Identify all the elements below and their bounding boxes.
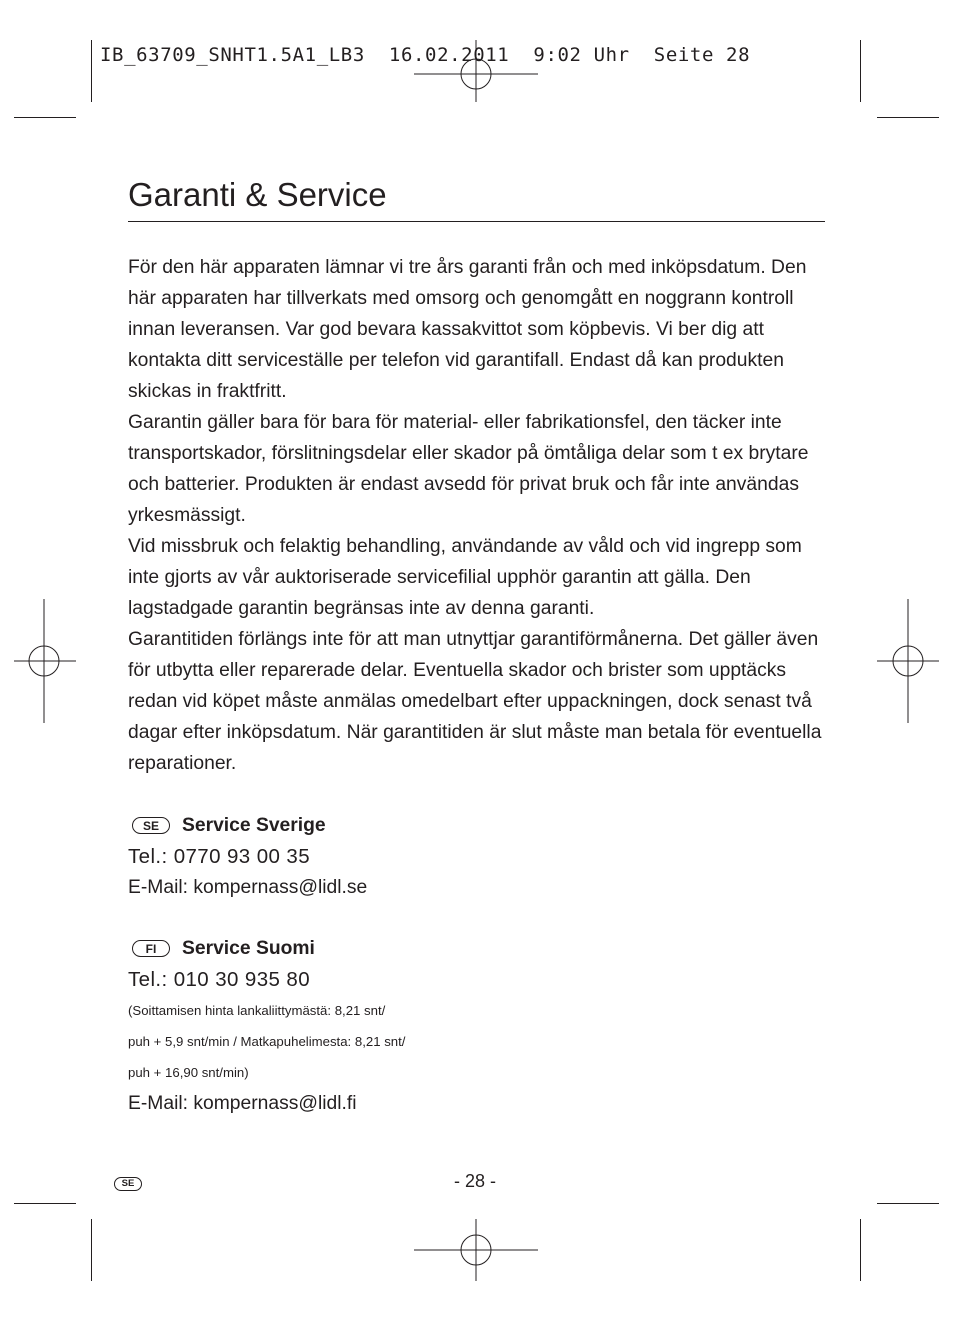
- crop-mark: [14, 1203, 76, 1204]
- crop-mark: [860, 1219, 861, 1281]
- call-price-note: puh + 5,9 snt/min / Matkapuhelimesta: 8,21 snt/: [128, 1034, 406, 1049]
- paragraph: Vid missbruk och felaktig behandling, användande av våld och vid ingrepp som inte gjorts av vår auktoriserade servicefilial upphör garantin att gälla. Den lagstadgade garantin begränsas inte av denna garanti.: [128, 536, 802, 619]
- service-heading-label: Service Suomi: [182, 938, 315, 959]
- page-number: - 28 -: [454, 1171, 497, 1191]
- registration-mark-left: [14, 599, 76, 723]
- crop-mark: [91, 40, 92, 102]
- service-heading: [128, 810, 367, 841]
- footer-country-badge: SE: [114, 1177, 142, 1191]
- crop-mark: [877, 117, 939, 118]
- paragraph: Garantitiden förlängs inte för att man utnyttjar garantiförmånerna. Det gäller även för utbytta eller reparerade delar. Eventuella skador och brister som upptäcks redan vid köpet måste anmälas omedelbart efter uppackningen, dock senast två dagar efter inköpsdatum. När garantitiden är slut måste man betala för eventuella reparationer.: [128, 629, 822, 774]
- crop-mark: [860, 40, 861, 102]
- print-slug: IB_63709_SNHT1.5A1_LB3 16.02.2011 9:02 Uhr Seite 28: [100, 44, 751, 66]
- service-phone: Tel.: 0770 93 00 35: [128, 845, 310, 868]
- service-finland: [128, 933, 405, 1119]
- crop-mark: [91, 1219, 92, 1281]
- service-sweden: [128, 810, 367, 903]
- crop-mark: [877, 1203, 939, 1204]
- paragraph: För den här apparaten lämnar vi tre års garanti från och med inköpsdatum. Den här apparaten har tillverkats med omsorg och genomgått en noggrann kontroll innan leveransen. Var god bevara kassakvittot som köpbevis. Vi ber dig att kontakta ditt serviceställe per telefon vid garantifall. Endast då kan produkten skickas in fraktfritt.: [128, 257, 807, 402]
- page-title: Garanti & Service: [128, 176, 387, 213]
- warranty-text: [128, 252, 828, 779]
- country-badge-se: SE: [132, 817, 170, 834]
- country-badge-fi: FI: [132, 940, 170, 957]
- crop-mark: [14, 117, 76, 118]
- service-phone: Tel.: 010 30 935 80: [128, 968, 310, 991]
- registration-mark-bottom: [414, 1219, 538, 1281]
- service-heading-label: Service Sverige: [182, 815, 326, 836]
- call-price-note: puh + 16,90 snt/min): [128, 1065, 249, 1080]
- service-email: E-Mail: kompernass@lidl.se: [128, 877, 368, 898]
- service-email: E-Mail: kompernass@lidl.fi: [128, 1093, 357, 1114]
- registration-mark-right: [877, 599, 939, 723]
- title-rule: [128, 221, 825, 222]
- paragraph: Garantin gäller bara för bara för material- eller fabrikationsfel, den täcker inte transportskador, förslitningsdelar eller skador på ömtåliga delar som t ex brytare och batterier. Produkten är endast avsedd för privat bruk och får inte användas yrkesmässigt.: [128, 412, 809, 526]
- service-heading: [128, 933, 405, 964]
- call-price-note: (Soittamisen hinta lankaliittymästä: 8,21 snt/: [128, 1003, 386, 1018]
